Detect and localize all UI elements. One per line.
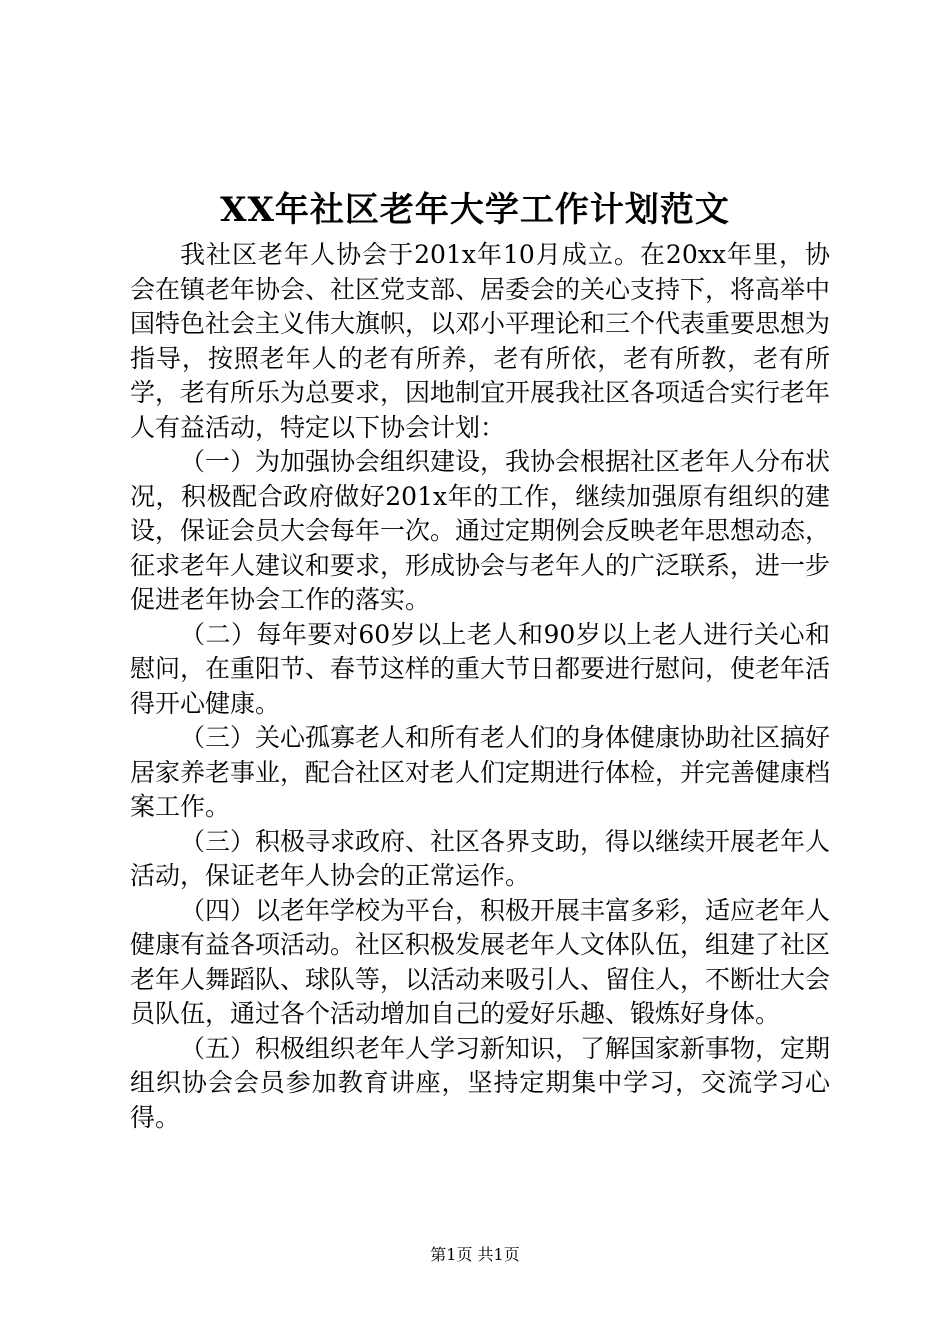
paragraph-item-1: （一）为加强协会组织建设，我协会根据社区老年人分布状况，积极配合政府做好201x年的工作，继续加强原有组织的建设，保证会员大会每年一次。通过定期例会反映老年思想动态，征求老年人建议和要求，形成协会与老年人的广泛联系，进一步促进老年协会工作的落实。	[130, 447, 831, 614]
page-number-footer: 第1页 共1页	[430, 1245, 520, 1264]
document-body	[130, 238, 830, 1135]
paragraph-item-3a: （三）关心孤寡老人和所有老人们的身体健康协助社区搞好居家养老事业，配合社区对老人们定期进行体检，并完善健康档案工作。	[130, 723, 831, 821]
document-title: XX年社区老年大学工作计划范文	[220, 190, 730, 230]
paragraph-item-4: （四）以老年学校为平台，积极开展丰富多彩，适应老年人健康有益各项活动。社区积极发展老年人文体队伍，组建了社区老年人舞蹈队、球队等，以活动来吸引人、留住人，不断壮大会员队伍，通过各个活动增加自己的爱好乐趣、锻炼好身体。	[130, 895, 831, 1028]
paragraph-item-5: （五）积极组织老年人学习新知识，了解国家新事物，定期组织协会会员参加教育讲座，坚持定期集中学习，交流学习心得。	[130, 1033, 831, 1132]
paragraph-item-3b: （三）积极寻求政府、社区各界支助，得以继续开展老年人活动，保证老年人协会的正常运作。	[130, 826, 831, 890]
paragraph-intro: 我社区老年人协会于201x年10月成立。在20xx年里，协会在镇老年协会、社区党支部、居委会的关心支持下，将高举中国特色社会主义伟大旗帜，以邓小平理论和三个代表重要思想为指导，按照老年人的老有所养，老有所依，老有所教，老有所学，老有所乐为总要求，因地制宜开展我社区各项适合实行老年人有益活动，特定以下协会计划：	[130, 240, 831, 442]
paragraph-item-2: （二）每年要对60岁以上老人和90岁以上老人进行关心和慰问，在重阳节、春节这样的重大节日都要进行慰问，使老年活得开心健康。	[130, 619, 831, 718]
